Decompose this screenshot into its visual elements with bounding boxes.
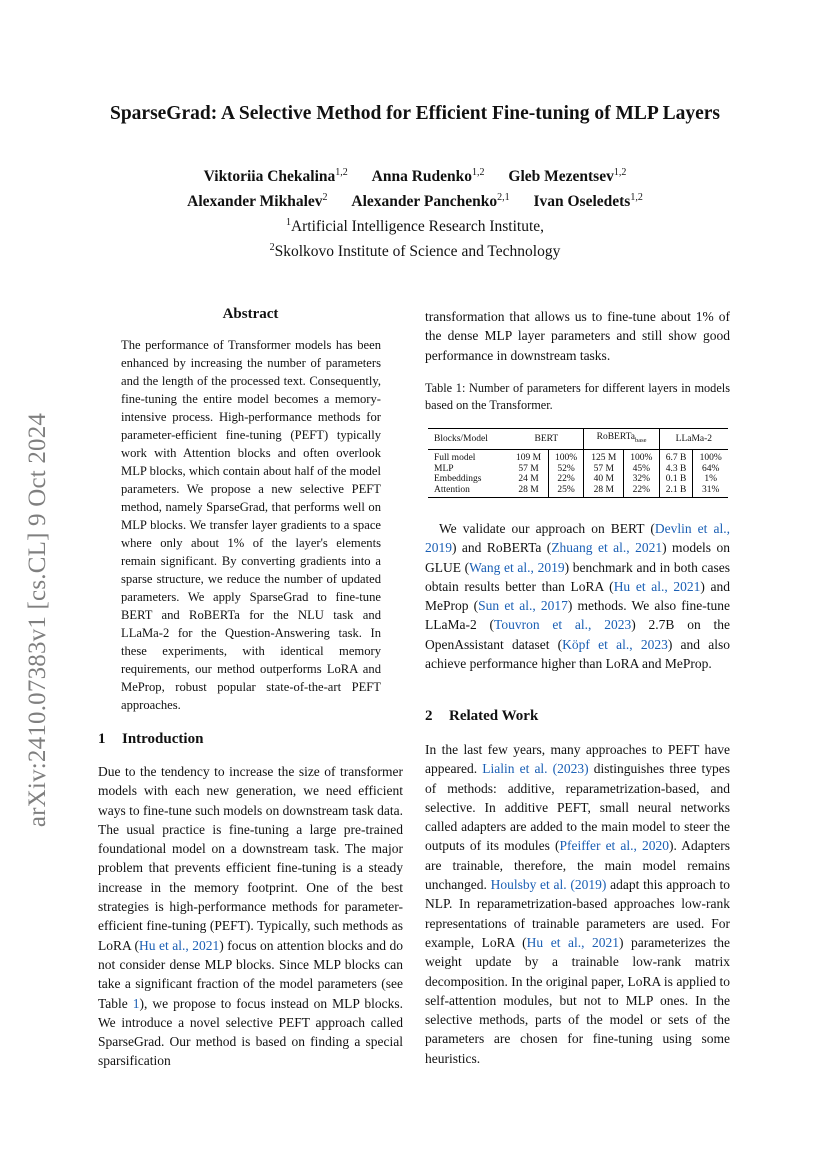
table-cell: 100% (548, 450, 584, 464)
citation-link[interactable]: 1 (132, 995, 140, 1011)
introduction-text (98, 762, 403, 1071)
affiliation-line: $^1$Artificial Intelligence Research Institute, (285, 217, 545, 236)
author-affiliation: 2,1 (497, 192, 510, 204)
table-cell: 22% (624, 485, 660, 498)
body-text: In the last few years, many approaches to PEFT have appeared. (425, 742, 730, 777)
author-name: Ivan Oseledets (533, 193, 631, 211)
body-text: We validate our approach on BERT ( (439, 521, 655, 536)
table-row (428, 474, 728, 485)
validation-paragraph (425, 519, 730, 673)
section-heading-related-work: 2 Related Work (425, 708, 539, 724)
table-cell: 57 M (584, 464, 624, 475)
body-text: ) 2.7B on the OpenAssistant dataset ( (425, 617, 730, 652)
body-text: ) models on GLUE ( (425, 540, 731, 575)
table-row-label: Embeddings (434, 474, 482, 485)
table-row (428, 485, 728, 498)
author-affiliation: 2 (322, 192, 328, 204)
table-cell: 125 M (584, 450, 624, 464)
table-cell: 40 M (584, 474, 624, 485)
table-row-label: MLP (434, 463, 454, 474)
related-work-text (425, 740, 730, 1068)
body-text: ). Adapters are trainable, therefore, the main model remains unchanged. (425, 838, 731, 893)
citation-link[interactable]: Köpf et al., 2023 (562, 636, 668, 652)
table-cell: 31% (693, 485, 728, 498)
section-heading-introduction: 1 Introduction (98, 731, 204, 747)
author-row-2 (80, 187, 750, 212)
author-row-1 (80, 162, 750, 187)
table-cell: 52% (548, 464, 584, 475)
citation-link[interactable]: Hu et al., 2021 (613, 578, 701, 594)
table-row (428, 464, 728, 475)
body-text: distinguishes three types of methods: additive, reparametrization-based, and selective. In additive PEFT, small neural networks called adapters are added to the main model to steer the outputs of its modules ( (425, 761, 731, 854)
body-text: ), we propose to focus instead on MLP blocks. We introduce a novel selective PEFT approach called SparseGrad. Our method is based on finding a special sparsification (98, 995, 403, 1069)
body-text: adapt this approach to NLP. In reparametrization-based approaches low-rank representations of trainable parameters are used. For example, LoRA ( (425, 877, 730, 950)
table-caption: Table 1: Number of parameters for different layers in models based on the Transformer. (425, 381, 730, 412)
citation-link[interactable]: Houlsby et al. (2019) (490, 877, 607, 893)
author-name: Anna Rudenko (371, 168, 473, 186)
citation-link[interactable]: Hu et al., 2021 (526, 934, 619, 950)
table-cell: 28 M (509, 485, 548, 498)
citation-link[interactable]: Sun et al., 2017 (478, 598, 568, 614)
body-text: ) benchmark and in both cases obtain results better than LoRA ( (425, 559, 730, 594)
author-name: Alexander Panchenko (351, 193, 498, 211)
body-text: ) and also achieve performance higher than LoRA and MeProp. (425, 636, 731, 672)
author-affiliation: 1,2 (630, 192, 643, 204)
body-text: ) parameterizes the weight update by a trainable low-rank matrix decomposition. In the original paper, LoRA is applied to self-attention modules, but not to MLP ones. In the selective methods, parts of the model or sets of the parameters are chosen for fine-tuning using some heuristics. (425, 934, 730, 1066)
citation-link[interactable]: Lialin et al. (2023) (482, 761, 589, 777)
citation-link[interactable]: Touvron et al., 2023 (494, 617, 632, 633)
body-text: ) and RoBERTa ( (452, 540, 552, 556)
table-header-llama: LLaMa-2 (659, 429, 728, 450)
table-header-roberta: RoBERTa$_{base}$ (584, 429, 659, 450)
body-text: Due to the tendency to increase the size of transformer models with each new generation, we need efficient ways to fine-tune such models on downstream task data. The usual practice is fine-tuning a large pre-trained foundational model on a downstream task. The major problem that prevents efficient fine-tuning is a steady increase in the memory footprint. One of the best strategies is high-performance methods for parameter-efficient fine-tuning (PEFT). Typically, such methods as LoRA ( (98, 764, 403, 953)
citation-link[interactable]: Pfeiffer et al., 2020 (559, 838, 670, 854)
table-cell: 24 M (518, 474, 539, 485)
table-row-label: Full model (434, 453, 476, 464)
parameters-table (428, 428, 728, 498)
arxiv-identifier: arXiv:2410.07383v1 [cs.CL] 9 Oct 2024 (24, 412, 51, 828)
table-cell: 32% (624, 474, 660, 485)
citation-link[interactable]: Wang et al., 2019 (469, 559, 565, 575)
table-cell: 100% (693, 450, 728, 464)
table-cell: 4.3 B (659, 464, 693, 475)
citation-link[interactable]: Hu et al., 2021 (139, 937, 220, 953)
citation-link[interactable]: Devlin et al., 2019 (425, 521, 731, 556)
author-affiliation: 1,2 (472, 167, 485, 178)
body-text: ) methods. We also fine-tune LLaMa-2 ( (425, 598, 730, 633)
table-header-bert: BERT (509, 429, 584, 450)
table-header-blocks: Blocks/Model (428, 429, 509, 450)
table-cell: 109 M (515, 453, 542, 464)
body-text: ) and MeProp ( (425, 578, 730, 614)
abstract-heading: Abstract (222, 306, 279, 322)
author-name: Gleb Mezentsev (508, 168, 614, 186)
author-affiliation: 1,2 (335, 167, 348, 178)
table-cell: 1% (693, 474, 728, 485)
author-name: Viktoriia Chekalina (203, 168, 336, 186)
abstract-text: The performance of Transformer models has been enhanced by increasing the number of parameters and the length of the processed text. Consequently, fine-tuning the entire model becomes a memory-intensive process. High-performance methods for parameter-efficient fine-tuning (PEFT) typically work with Attention blocks and often overlook MLP blocks, which contain about half of the model parameters. We propose a new selective PEFT method, namely SparseGrad, that performs well on MLP blocks. We transfer layer gradients to a space where only about 1% of the layer's elements remain significant. By converting gradients into a sparse structure, we reduce the number of updated parameters. We apply SparseGrad to fine-tune BERT and RoBERTa for the NLU task and LLaMa-2 for the Question-Answering task. In these experiments, with identical memory requirements, our method outperforms LoRA and MeProp, robust popular state-of-the-art PEFT approaches. (121, 338, 381, 712)
table-cell: 2.1 B (659, 485, 693, 498)
table-row (428, 450, 728, 464)
paper-title: SparseGrad: A Selective Method for Efficient Fine-tuning of MLP Layers (109, 103, 721, 124)
table-cell: 64% (693, 464, 728, 475)
arxiv-sidebar (18, 370, 58, 870)
affiliation-line: $^2$Skolkovo Institute of Science and Technology (269, 242, 561, 261)
table-cell: 22% (548, 474, 584, 485)
table-cell: 25% (548, 485, 584, 498)
table-cell: 0.1 B (659, 474, 693, 485)
table-cell: 100% (624, 450, 660, 464)
author-affiliation: 1,2 (613, 167, 627, 178)
table-cell: 57 M (518, 463, 539, 474)
citation-link[interactable]: Zhuang et al., 2021 (551, 540, 663, 556)
table-cell: 6.7 B (659, 450, 693, 464)
right-column-top-text: transformation that allows us to fine-tune about 1% of the dense MLP layer parameters and still show good performance in downstream tasks. (425, 309, 730, 363)
author-block (80, 162, 750, 263)
author-name: Alexander Mikhalev (187, 193, 323, 211)
table-cell: 28 M (584, 485, 624, 498)
table-cell: 45% (624, 464, 660, 475)
body-text: ) focus on attention blocks and do not consider dense MLP blocks. Since MLP blocks can take a significant fraction of the model parameters (see Table (98, 937, 403, 1011)
table-row-label: Attention (428, 485, 509, 498)
